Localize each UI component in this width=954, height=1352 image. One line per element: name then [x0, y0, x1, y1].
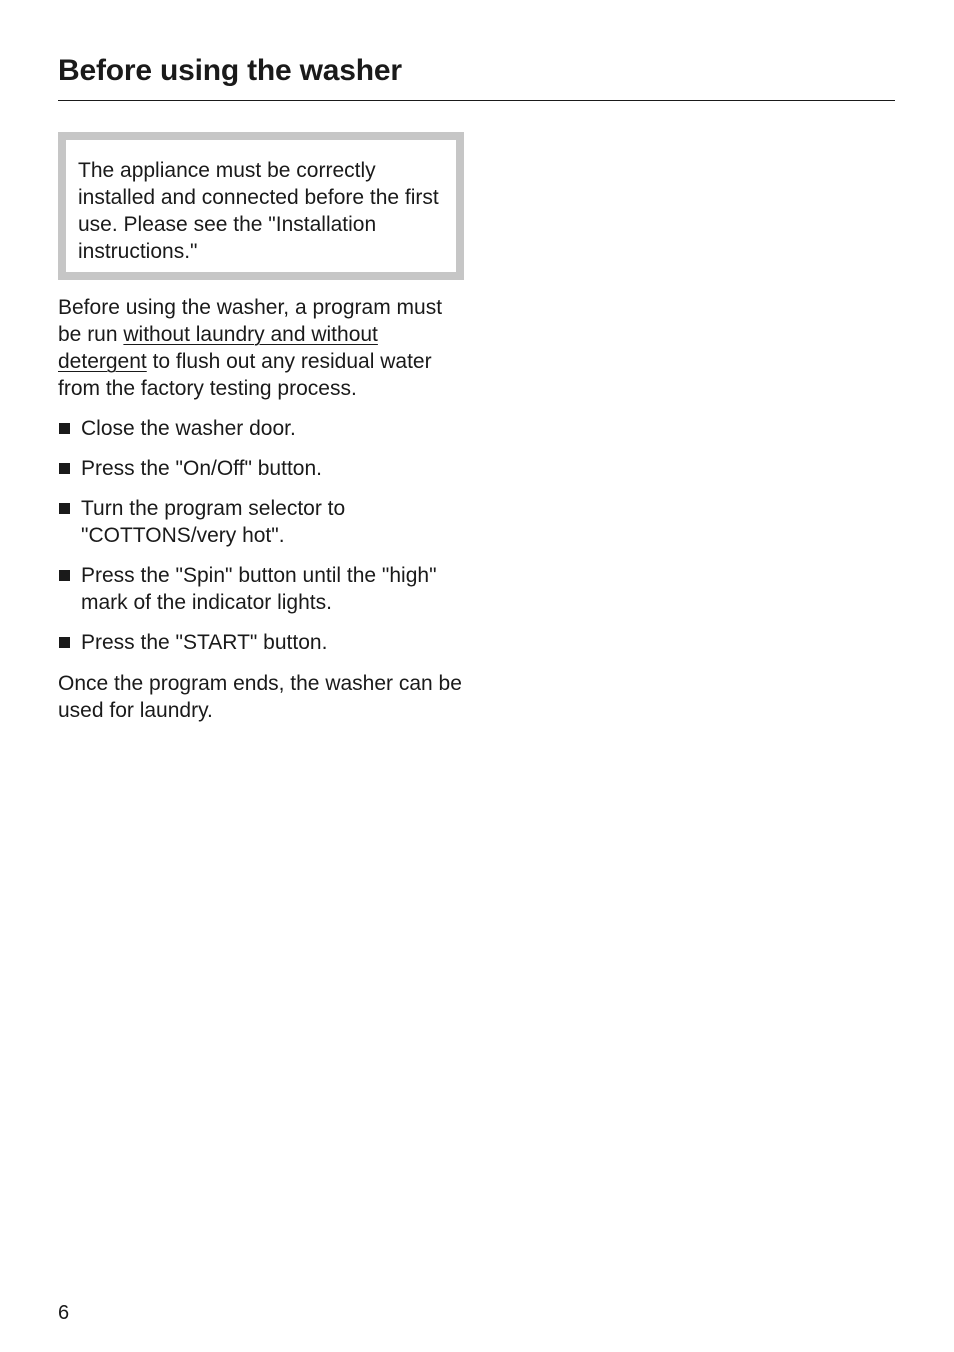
square-bullet-icon: [59, 503, 70, 514]
list-item: [58, 415, 468, 442]
step-text: Close the washer door.: [81, 417, 296, 440]
square-bullet-icon: [59, 637, 70, 648]
step-text: Press the "START" button.: [81, 631, 328, 654]
outro-paragraph: Once the program ends, the washer can be used for laundry.: [58, 672, 462, 722]
page-number: 6: [58, 1302, 70, 1324]
step-text: Press the "On/Off" button.: [81, 457, 322, 480]
step-text: Turn the program selector to "COTTONS/very hot".: [81, 497, 346, 547]
list-item: [58, 495, 468, 549]
list-item: [58, 562, 468, 616]
title-divider: [58, 100, 895, 101]
list-item: [58, 455, 468, 482]
square-bullet-icon: [59, 463, 70, 474]
page-title: Before using the washer: [58, 54, 402, 87]
intro-emphasis: without laundry and without detergent: [58, 323, 378, 373]
notice-text: The appliance must be correctly installed and connected before the first use. Please see the "Installation instructions.": [78, 159, 439, 263]
intro-text-after: to flush out any residual water from the factory testing process.: [58, 350, 432, 400]
list-item: [58, 629, 468, 656]
square-bullet-icon: [59, 570, 70, 581]
content-column: [58, 132, 468, 724]
instruction-list: [58, 415, 468, 656]
step-text: Press the "Spin" button until the "high" mark of the indicator lights.: [81, 564, 437, 614]
intro-text-before: Before using the washer, a program must be run: [58, 296, 443, 346]
notice-box: [58, 132, 464, 280]
square-bullet-icon: [59, 423, 70, 434]
intro-paragraph: [58, 294, 468, 402]
